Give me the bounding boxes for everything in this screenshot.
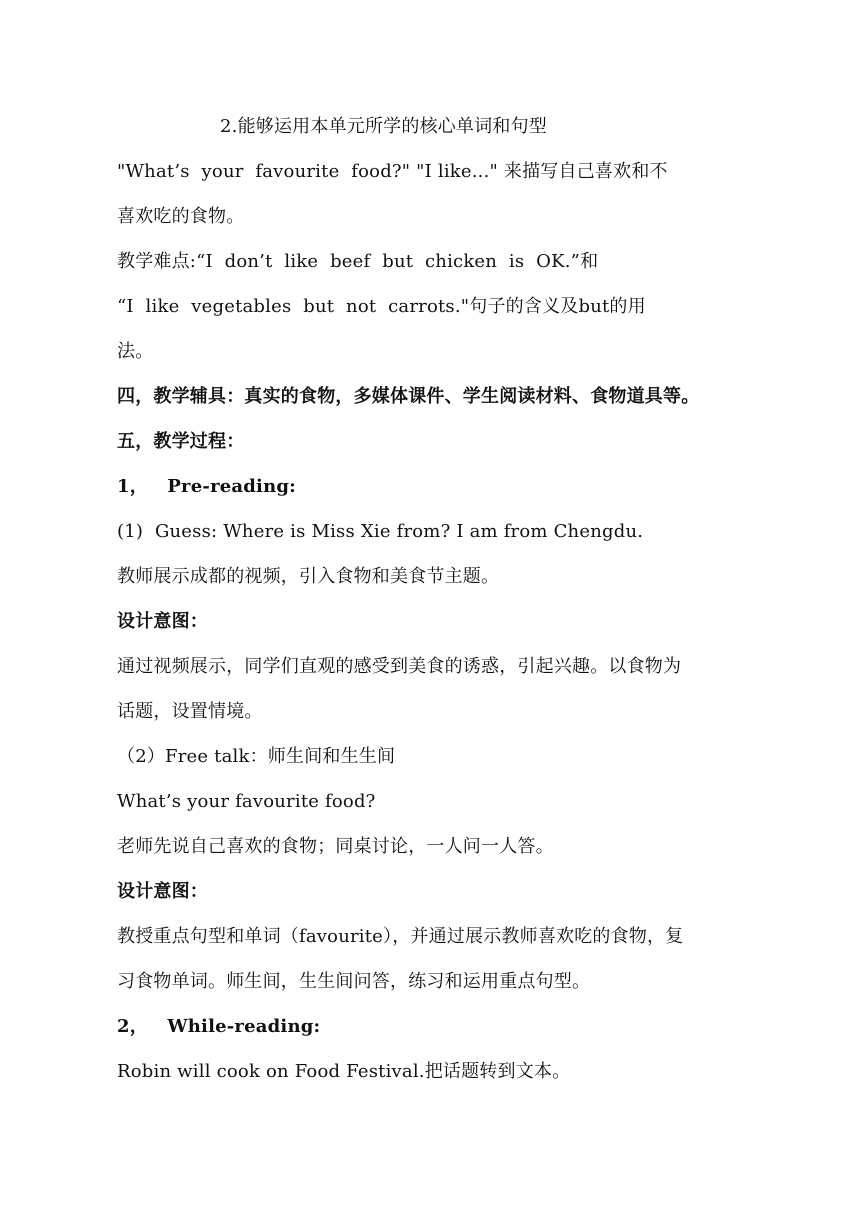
pair-discussion-line: 老师先说自己喜欢的食物；同桌讨论，一人问一人答。 [117,836,554,857]
free-talk-line: （2）Free talk：师生间和生生间 [117,746,396,767]
sentence-pattern-continued: 喜欢吃的食物。 [117,206,245,227]
favourite-food-question: What’s your favourite food? [117,791,376,812]
sentence-pattern-line: "What’s your favourite food?" "I like..." 来描写自己喜欢和不 [117,161,668,182]
design-intent-heading-2: 设计意图： [117,881,208,902]
difficulty-end: 法。 [117,341,154,362]
design-intent-text-1: 通过视频展示，同学们直观的感受到美食的诱惑，引起兴趣。以食物为 [117,656,682,677]
teaching-aids-line: 四，教学辅具：真实的食物，多媒体课件、学生阅读材料、食物道具等。 [117,386,700,407]
objective-2-line: 2.能够运用本单元所学的核心单词和句型 [220,116,547,137]
pre-reading-heading: 1， Pre-reading: [117,476,297,497]
teacher-video-line: 教师展示成都的视频，引入食物和美食节主题。 [117,566,500,587]
guess-line: (1) Guess: Where is Miss Xie from? I am from Chengdu. [117,521,644,542]
process-heading: 五，教学过程： [117,431,245,452]
robin-cook-line: Robin will cook on Food Festival.把话题转到文本。 [117,1061,571,1082]
design-intent-text-2-continued: 习食物单词。师生间，生生间问答，练习和运用重点句型。 [117,971,591,992]
design-intent-heading-1: 设计意图： [117,611,208,632]
design-intent-text-2: 教授重点句型和单词（favourite），并通过展示教师喜欢吃的食物，复 [117,926,684,947]
while-reading-heading: 2， While-reading: [117,1016,321,1037]
design-intent-text-1-continued: 话题，设置情境。 [117,701,263,722]
difficulty-continued: “I like vegetables but not carrots."句子的含义及but的用 [117,296,646,317]
difficulty-line: 教学难点:“I don’t like beef but chicken is OK.”和 [117,251,599,272]
